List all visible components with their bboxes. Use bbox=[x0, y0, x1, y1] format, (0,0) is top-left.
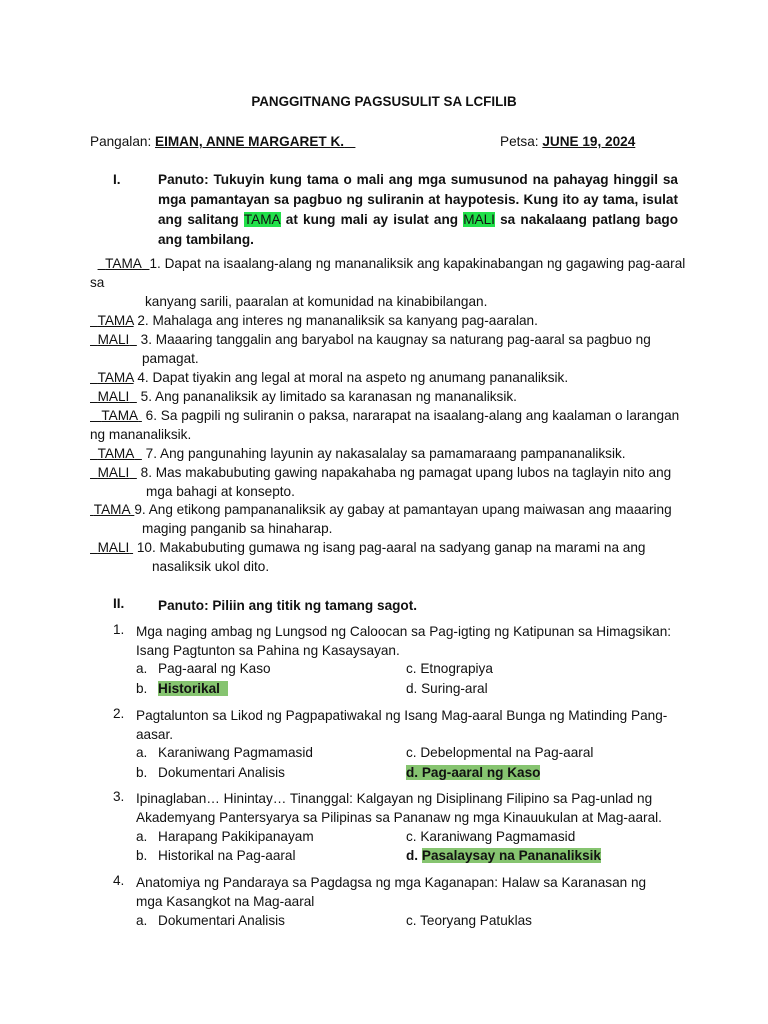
tf-item: TAMA 9. Ang etikong pampananaliksik ay gabay at pamantayan upang maiwasan ang maaaring bbox=[90, 500, 678, 519]
name-line bbox=[90, 134, 355, 149]
option-b: Dokumentari Analisis bbox=[158, 765, 285, 780]
question-number: 1. bbox=[113, 622, 125, 637]
option-d: d. Suring-aral bbox=[406, 681, 488, 696]
option-c: c. Etnograpiya bbox=[406, 661, 493, 676]
option-c: c. Debelopmental na Pag-aaral bbox=[406, 745, 594, 760]
date-label: Petsa: bbox=[500, 134, 539, 149]
tf-item: TAMA 6. Sa pagpili ng suliranin o paksa, nararapat na isaalang-alang ang kaalaman o larangan bbox=[90, 406, 678, 425]
answer-blank: TAMA bbox=[105, 256, 142, 271]
option-d-answer: d. Pag-aaral ng Kaso bbox=[406, 765, 541, 780]
part2-numeral: II. bbox=[113, 596, 125, 611]
answer-blank: TAMA bbox=[93, 502, 131, 517]
tf-item: MALI 10. Makabubuting gumawa ng isang pag-aaral na sadyang ganap na marami na ang bbox=[90, 538, 678, 557]
tf-item: TAMA 1. Dapat na isaalang-alang ng mananaliksik ang kapakinabangan ng gagawing pag-aaral bbox=[90, 254, 678, 273]
option-d-answer: d. Pasalaysay na Pananaliksik bbox=[406, 848, 601, 863]
part1-numeral: I. bbox=[113, 172, 121, 187]
answer-blank: TAMA bbox=[97, 313, 134, 328]
tf-item: MALI 5. Ang pananaliksik ay limitado sa karanasan ng mananaliksik. bbox=[90, 387, 678, 406]
option-c: c. Teoryang Patuklas bbox=[406, 913, 532, 928]
part2-instruction: Panuto: Piliin ang titik ng tamang sagot. bbox=[158, 598, 418, 613]
question-text: Mga naging ambag ng Lungsod ng Caloocan sa Pag-igting ng Katipunan sa Himagsikan: Isang Pagtunton sa Pahina ng Kasaysayan. bbox=[136, 624, 672, 658]
tf-item: TAMA 7. Ang pangunahing layunin ay nakasalalay sa pamamaraang pampananaliksik. bbox=[90, 444, 678, 463]
question-number: 3. bbox=[113, 789, 125, 804]
answer-blank: MALI bbox=[97, 389, 130, 404]
answer-blank: MALI bbox=[97, 332, 130, 347]
question-number: 2. bbox=[113, 706, 125, 721]
date-line bbox=[500, 134, 635, 149]
option-b-answer: Historikal bbox=[158, 679, 228, 698]
tf-item: TAMA 4. Dapat tiyakin ang legal at moral na aspeto ng anumang pananaliksik. bbox=[90, 368, 678, 387]
answer-blank: MALI bbox=[97, 465, 130, 480]
tama-highlight: TAMA bbox=[243, 212, 281, 227]
option-a: Karaniwang Pagmamasid bbox=[158, 745, 313, 760]
question-number: 4. bbox=[113, 873, 125, 888]
tf-item: MALI 3. Maaaring tanggalin ang baryabol na kaugnay sa naturang pag-aaral sa pagbuo ng bbox=[90, 330, 678, 349]
tf-item: MALI 8. Mas makabubuting gawing napakahaba ng pamagat upang lubos na taglayin nito ang bbox=[90, 463, 678, 482]
question-text: Anatomiya ng Pandaraya sa Pagdagsa ng mga Kaganapan: Halaw sa Karanasan ng mga Kasangkot na Mag-aaral bbox=[136, 875, 647, 909]
answer-blank: TAMA bbox=[101, 408, 139, 423]
answer-blank: TAMA bbox=[97, 370, 134, 385]
option-a: Harapang Pakikipanayam bbox=[158, 829, 314, 844]
page-title: PANGGITNANG PAGSUSULIT SA LCFILIB bbox=[251, 94, 517, 109]
mali-highlight: MALI bbox=[463, 212, 495, 227]
option-a: Pag-aaral ng Kaso bbox=[158, 661, 271, 676]
question-text: Ipinaglaban… Hinintay… Tinanggal: Kalgayan ng Disiplinang Filipino sa Pag-unlad ng Akademyang Pantersyarya sa Pilipinas sa Pananaw ng mga Kinauukulan at Mag-aaral. bbox=[136, 791, 662, 825]
answer-blank: MALI bbox=[97, 540, 130, 555]
document-page: PANGGITNANG PAGSUSULIT SA LCFILIB Pangalan: EIMAN, ANNE MARGARET K. Petsa: JUNE 19, 2024 I. Panuto: Tukuyin kung tama o mali ang mga sumusunod na pahayag hinggil sa mga pamantayan sa pagbuo ng suliranin at haypotesis. Kung ito ay tama, isulat ang salitang TAMA at kung mali ay isulat ang MALI sa nakalaang patlang bago ang tambilang. TAMA 1. Dapat na isaalang-alang ng mananaliksik ang kapakinabangan ng gagawing pag-aaral sa kanyang sarili, paaralan at komunidad na kinabibilangan. TAMA 2. Mahalaga ang interes ng mananaliksik sa kanyang pag-aaralan. MALI 3. Maaaring tanggalin ang baryabol na kaugnay sa naturang pag-aaral sa pagbuo ng pamagat. TAMA 4. Dapat tiyakin ang legal at moral na aspeto ng anumang pananaliksik. MALI 5. Ang pananaliksik ay limitado sa karanasan ng mananaliksik. TAMA 6. Sa pagpili ng suliranin o paksa, nararapat na isaalang-alang ang kaalaman o larangan ng mananaliksik. TAMA 7. Ang pangunahing layunin ay nakasalalay sa pamamaraang pampananaliksik. MALI 8. Mas makabubuting gawing napakahaba ng pamagat upang lubos na taglayin nito ang mga bahagi at konsepto. TAMA 9. Ang etikong pampananaliksik ay gabay at pamantayan upang maiwasan ang maaaring maging panganib sa hinaharap. MALI 10. Makabubuting gumawa ng isang pag-aaral na sadyang ganap na marami na ang nasaliksik ukol dito. II. Panuto: Piliin ang titik ng tamang sagot. 1. Mga naging ambag ng Lungsod ng Caloocan sa Pag-igting ng Katipunan sa Himagsikan: Isang Pagtunton sa Pahina ng Kasaysayan. a. Pag-aaral ng Kaso c. Etnograpiya b. Historikal d. Suring-aral 2. Pagtalunton sa Likod ng Pagpapatiwakal ng Isang Mag-aaral Bunga ng Matinding Pang-aasar. a. Karaniwang Pagmamasid c. Debelopmental na Pag-aaral b. Dokumentari Analisis d. Pag-aaral ng Kaso 3. Ipinaglaban… Hinintay… Tinanggal: Kalgayan ng Disiplinang Filipino sa Pag-unlad ng Akademyang Pantersyarya sa Pilipinas sa Pananaw ng mga Kinauukulan at Mag-aaral. a. Harapang Pakikipanayam c. Karaniwang Pagmamasid b. Historikal na Pag-aaral d. Pasalaysay na Pananaliksik 4. Anatomiya ng Pandaraya sa Pagdagsa ng mga Kaganapan: Halaw sa Karanasan ng mga Kasangkot na Mag-aaral a. Dokumentari Analisis c. Teoryang Patuklas bbox=[0, 0, 768, 1024]
option-a: Dokumentari Analisis bbox=[158, 913, 285, 928]
date-value: JUNE 19, 2024 bbox=[542, 134, 636, 149]
part1-instruction: Panuto: Tukuyin kung tama o mali ang mga sumusunod na pahayag hinggil sa mga pamantayan sa pagbuo ng suliranin at haypotesis. Kung ito ay tama, isulat ang salitang TAMA at kung mali ay isulat ang MALI sa nakalaang patlang bago ang tambilang. bbox=[158, 172, 678, 247]
name-value: EIMAN, ANNE MARGARET K. bbox=[155, 134, 345, 149]
tf-item: TAMA 2. Mahalaga ang interes ng mananaliksik sa kanyang pag-aaralan. bbox=[90, 311, 678, 330]
question-text: Pagtalunton sa Likod ng Pagpapatiwakal ng Isang Mag-aaral Bunga ng Matinding Pang-aasar. bbox=[136, 708, 668, 742]
option-b: Historikal na Pag-aaral bbox=[158, 848, 296, 863]
answer-blank: TAMA bbox=[97, 446, 135, 461]
name-label: Pangalan: bbox=[90, 134, 152, 149]
option-c: c. Karaniwang Pagmamasid bbox=[406, 829, 576, 844]
